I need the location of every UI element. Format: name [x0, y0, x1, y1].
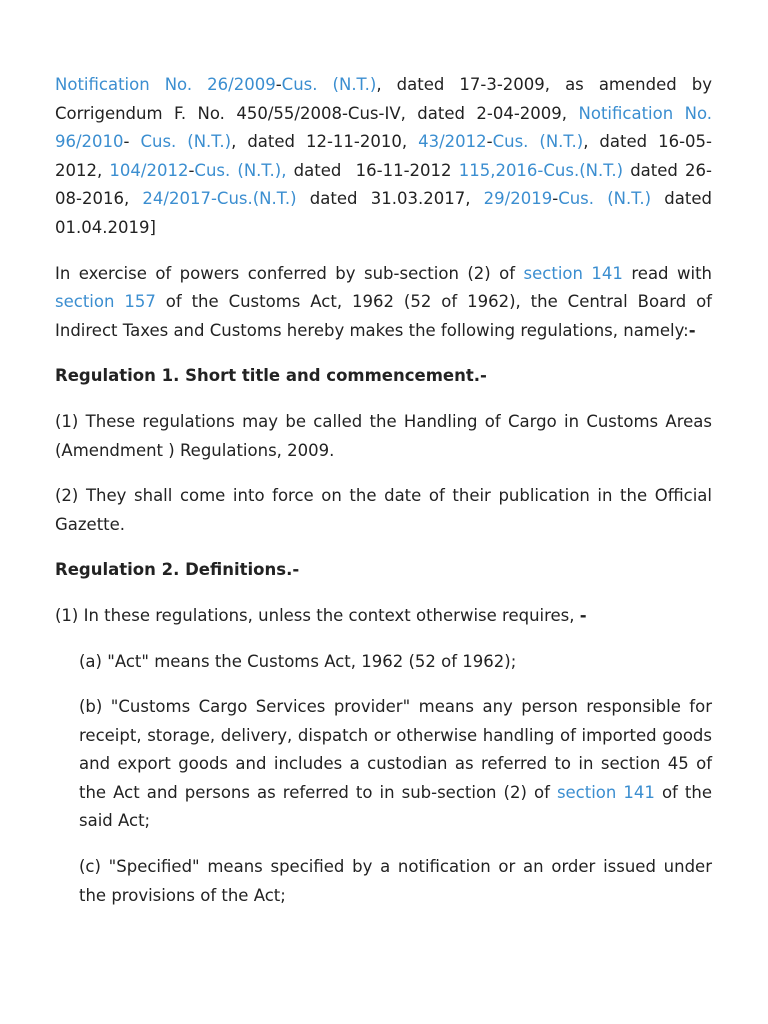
separator: - [552, 189, 559, 209]
link-notification-29-2019[interactable]: 29/2019 [483, 189, 553, 209]
link-section-141-definition[interactable]: section 141 [556, 782, 655, 802]
definition-a: (a) "Act" means the Customs Act, 1962 (52 of 1962); [79, 651, 517, 671]
notification-history-paragraph [55, 71, 712, 243]
text-fragment: of the Customs Act, 1962 (52 of 1962), the Central Board of Indirect Taxes and Customs hereby makes the following regulations, namely: [55, 292, 712, 340]
link-notification-24-2017[interactable]: 24/2017-Cus.(N.T.) [142, 189, 297, 209]
text-fragment: dated 16-11-2012 [286, 160, 459, 180]
text-fragment: In exercise of powers conferred by sub-section (2) of [55, 263, 524, 283]
text-fragment: (b) "Customs Cargo Services provider" means any person responsible for receipt, storage, delivery, dispatch or otherwise handling of imported goods and export goods and includes a custodian as referred to in section 45 of the Act and persons as referred to in sub-section (2) of [79, 697, 712, 802]
text-fragment: dated 26-08-2016, [55, 160, 712, 209]
regulation-document [55, 71, 712, 927]
separator: - [123, 132, 141, 152]
link-notification-104-2012-cus[interactable]: Cus. (N.T.), [194, 160, 287, 180]
definition-b [79, 693, 712, 836]
text-fragment: dated 01.04.2019] [55, 189, 712, 237]
regulation-1-clause-1: (1) These regulations may be called the Handling of Cargo in Customs Areas (Amendment ) Regulations, 2009. [55, 411, 712, 460]
link-notification-29-2019-cus[interactable]: Cus. (N.T.) [558, 189, 652, 209]
regulation-2-heading: Regulation 2. Definitions.- [55, 560, 300, 580]
text-fragment: of the said Act; [79, 782, 712, 831]
link-section-157[interactable]: section 157 [55, 292, 156, 312]
regulation-1-clause-2: (2) They shall come into force on the date of their publication in the Official Gazette. [55, 486, 712, 534]
link-notification-43-2012[interactable]: 43/2012 [418, 132, 487, 152]
regulation-2-clause-1 [55, 602, 712, 631]
separator: - [188, 160, 195, 180]
link-notification-43-2012-cus[interactable]: Cus. (N.T.) [492, 132, 584, 152]
text-fragment: , dated 16-05-2012, [55, 132, 712, 180]
definition-c: (c) "Specified" means specified by a notification or an order issued under the provisions of the Act; [79, 857, 712, 905]
preamble-paragraph [55, 260, 712, 346]
text-fragment: dated 31.03.2017, [296, 189, 484, 209]
link-notification-26-2009-cus[interactable]: Cus. (N.T.) [281, 75, 377, 94]
link-section-141[interactable]: section 141 [523, 263, 623, 283]
text-fragment: (1) In these regulations, unless the context otherwise requires, [55, 605, 580, 625]
separator: - [486, 132, 493, 152]
link-notification-104-2012[interactable]: 104/2012 [109, 160, 189, 180]
text-fragment: read with [622, 263, 712, 283]
separator: - [275, 75, 282, 94]
text-fragment: - [579, 605, 587, 625]
link-notification-96-2010[interactable]: Notification No. 96/2010 [55, 103, 713, 152]
link-notification-96-2010-cus[interactable]: Cus. (N.T.) [140, 132, 232, 152]
text-fragment: - [688, 320, 696, 340]
link-notification-115-2016[interactable]: 115,2016-Cus.(N.T.) [458, 160, 624, 180]
text-fragment: , dated 12-11-2010, [231, 132, 419, 152]
link-notification-26-2009[interactable]: Notification No. 26/2009 [55, 75, 276, 94]
regulation-1-heading: Regulation 1. Short title and commencement.- [55, 366, 487, 386]
text-fragment: , dated 17-3-2009, as amended by Corrigendum F. No. 450/55/2008-Cus-IV, dated 2-04-2009, [55, 75, 712, 123]
